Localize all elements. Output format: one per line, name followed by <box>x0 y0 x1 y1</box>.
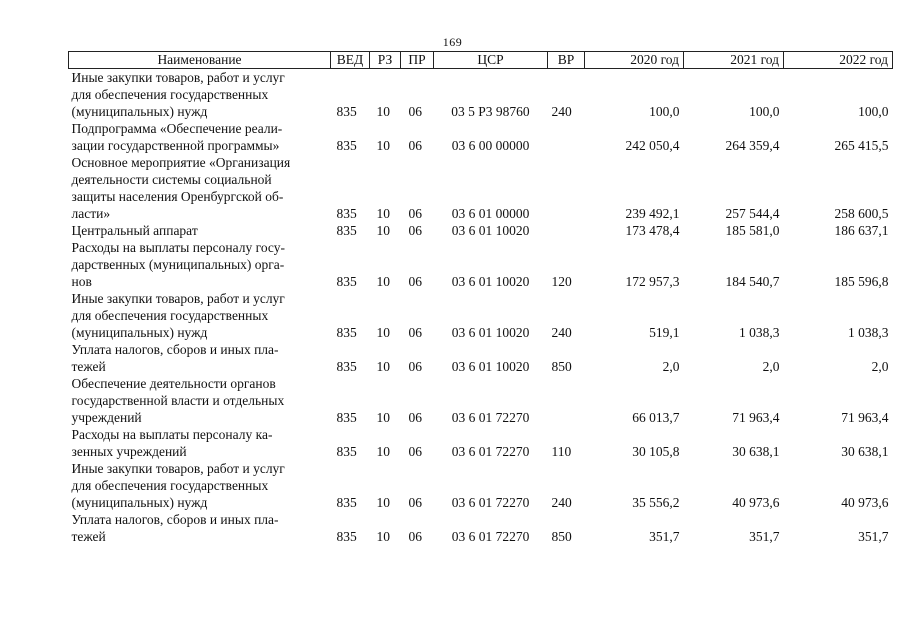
row-2021: 40 973,6 <box>732 495 780 510</box>
table-row <box>69 375 893 426</box>
table-row <box>69 154 893 222</box>
row-2022: 40 973,6 <box>841 495 889 510</box>
row-csr: 03 6 01 72270 <box>451 495 530 510</box>
page-number: 169 <box>442 35 463 49</box>
row-2020: 66 013,7 <box>632 410 680 425</box>
row-pr: 06 <box>408 274 422 289</box>
row-2022: 1 038,3 <box>848 325 889 340</box>
row-name: Иные закупки товаров, работ и услуг для обеспечения государственных (муниципальных) нужд <box>71 461 285 510</box>
row-2020: 172 957,3 <box>625 274 680 289</box>
row-pr: 06 <box>408 495 422 510</box>
row-2020: 30 105,8 <box>632 444 680 459</box>
table-row <box>69 120 893 154</box>
row-rz: 10 <box>376 495 390 510</box>
row-2020: 351,7 <box>649 529 680 544</box>
row-2022: 185 596,8 <box>834 274 889 289</box>
row-2022: 265 415,5 <box>834 138 889 153</box>
row-ved: 835 <box>336 206 357 221</box>
row-csr: 03 6 01 72270 <box>451 529 530 544</box>
row-2021: 185 581,0 <box>725 223 780 238</box>
row-pr: 06 <box>408 223 422 238</box>
row-ved: 835 <box>336 138 357 153</box>
row-csr: 03 5 P3 98760 <box>451 104 530 119</box>
row-pr: 06 <box>408 444 422 459</box>
header-name: Наименование <box>69 52 331 69</box>
row-2021: 71 963,4 <box>732 410 780 425</box>
row-rz: 10 <box>376 444 390 459</box>
row-ved: 835 <box>336 359 357 374</box>
row-name: Уплата налогов, сборов и иных пла- тежей <box>71 512 279 544</box>
row-csr: 03 6 01 10020 <box>451 325 530 340</box>
row-2022: 351,7 <box>858 529 889 544</box>
row-name: Иные закупки товаров, работ и услуг для обеспечения государственных (муниципальных) нужд <box>71 291 285 340</box>
row-2020: 173 478,4 <box>625 223 680 238</box>
row-rz: 10 <box>376 138 390 153</box>
row-csr: 03 6 01 10020 <box>451 223 530 238</box>
row-name: Иные закупки товаров, работ и услуг для обеспечения государственных (муниципальных) нужд <box>71 70 285 119</box>
row-ved: 835 <box>336 495 357 510</box>
header-row <box>69 52 893 69</box>
row-2021: 257 544,4 <box>725 206 780 221</box>
row-2022: 186 637,1 <box>834 223 889 238</box>
row-2021: 2,0 <box>762 359 780 374</box>
row-vr: 850 <box>551 529 572 544</box>
row-ved: 835 <box>336 104 357 119</box>
row-2021: 1 038,3 <box>739 325 780 340</box>
row-csr: 03 6 01 10020 <box>451 359 530 374</box>
row-csr: 03 6 01 10020 <box>451 274 530 289</box>
row-name: Подпрограмма «Обеспечение реали- зации государственной программы» <box>71 121 283 153</box>
row-csr: 03 6 01 72270 <box>451 410 530 425</box>
row-2022: 100,0 <box>858 104 889 119</box>
header-2022: 2022 год <box>784 52 893 69</box>
table-row <box>69 239 893 290</box>
row-ved: 835 <box>336 444 357 459</box>
row-rz: 10 <box>376 529 390 544</box>
table-row <box>69 460 893 511</box>
table-row <box>69 222 893 239</box>
row-vr: 240 <box>551 104 572 119</box>
row-rz: 10 <box>376 410 390 425</box>
table-row <box>69 341 893 375</box>
row-rz: 10 <box>376 325 390 340</box>
row-2021: 100,0 <box>749 104 780 119</box>
table-row <box>69 426 893 460</box>
row-name: Уплата налогов, сборов и иных пла- тежей <box>71 342 279 374</box>
header-vr: ВР <box>548 52 585 69</box>
row-2021: 351,7 <box>749 529 780 544</box>
row-pr: 06 <box>408 138 422 153</box>
row-name: Расходы на выплаты персоналу госу- дарственных (муниципальных) орга- нов <box>71 240 285 289</box>
row-name: Основное мероприятие «Организация деятельности системы социальной защиты населения Оренбургской об- ласти» <box>71 155 291 221</box>
row-ved: 835 <box>336 410 357 425</box>
row-vr <box>548 154 585 222</box>
row-vr: 240 <box>551 325 572 340</box>
row-vr: 850 <box>551 359 572 374</box>
row-2020: 519,1 <box>649 325 680 340</box>
row-rz: 10 <box>376 206 390 221</box>
row-ved: 835 <box>336 325 357 340</box>
row-ved: 835 <box>336 223 357 238</box>
row-vr <box>548 222 585 239</box>
row-csr: 03 6 00 00000 <box>451 138 530 153</box>
row-2022: 30 638,1 <box>841 444 889 459</box>
row-rz: 10 <box>376 274 390 289</box>
header-2021: 2021 год <box>684 52 784 69</box>
row-csr: 03 6 01 72270 <box>451 444 530 459</box>
table-row <box>69 511 893 545</box>
row-2020: 100,0 <box>649 104 680 119</box>
row-pr: 06 <box>408 410 422 425</box>
row-2020: 242 050,4 <box>625 138 680 153</box>
table-row <box>69 290 893 341</box>
row-vr: 110 <box>551 444 572 459</box>
row-csr: 03 6 01 00000 <box>451 206 530 221</box>
row-2022: 258 600,5 <box>834 206 889 221</box>
header-pr: ПР <box>401 52 434 69</box>
row-2022: 71 963,4 <box>841 410 889 425</box>
row-pr: 06 <box>408 359 422 374</box>
row-rz: 10 <box>376 359 390 374</box>
row-pr: 06 <box>408 529 422 544</box>
row-2021: 184 540,7 <box>725 274 780 289</box>
header-rz: РЗ <box>370 52 401 69</box>
table-body <box>69 69 893 546</box>
row-2022: 2,0 <box>871 359 889 374</box>
table-row <box>69 69 893 121</box>
row-name: Центральный аппарат <box>71 223 198 238</box>
row-rz: 10 <box>376 104 390 119</box>
row-name: Обеспечение деятельности органов государственной власти и отдельных учреждений <box>71 376 285 425</box>
header-csr: ЦСР <box>434 52 548 69</box>
row-ved: 835 <box>336 274 357 289</box>
row-2020: 239 492,1 <box>625 206 680 221</box>
header-2020: 2020 год <box>585 52 684 69</box>
row-2021: 30 638,1 <box>732 444 780 459</box>
row-2021: 264 359,4 <box>725 138 780 153</box>
row-ved: 835 <box>336 529 357 544</box>
row-pr: 06 <box>408 206 422 221</box>
row-vr <box>548 375 585 426</box>
row-rz: 10 <box>376 223 390 238</box>
table-header <box>69 52 893 69</box>
row-name: Расходы на выплаты персоналу ка- зенных учреждений <box>71 427 273 459</box>
row-vr <box>548 120 585 154</box>
row-2020: 2,0 <box>662 359 680 374</box>
row-vr: 120 <box>551 274 572 289</box>
row-pr: 06 <box>408 104 422 119</box>
row-2020: 35 556,2 <box>632 495 680 510</box>
row-pr: 06 <box>408 325 422 340</box>
header-ved: ВЕД <box>331 52 370 69</box>
budget-table <box>68 51 893 545</box>
row-vr: 240 <box>551 495 572 510</box>
